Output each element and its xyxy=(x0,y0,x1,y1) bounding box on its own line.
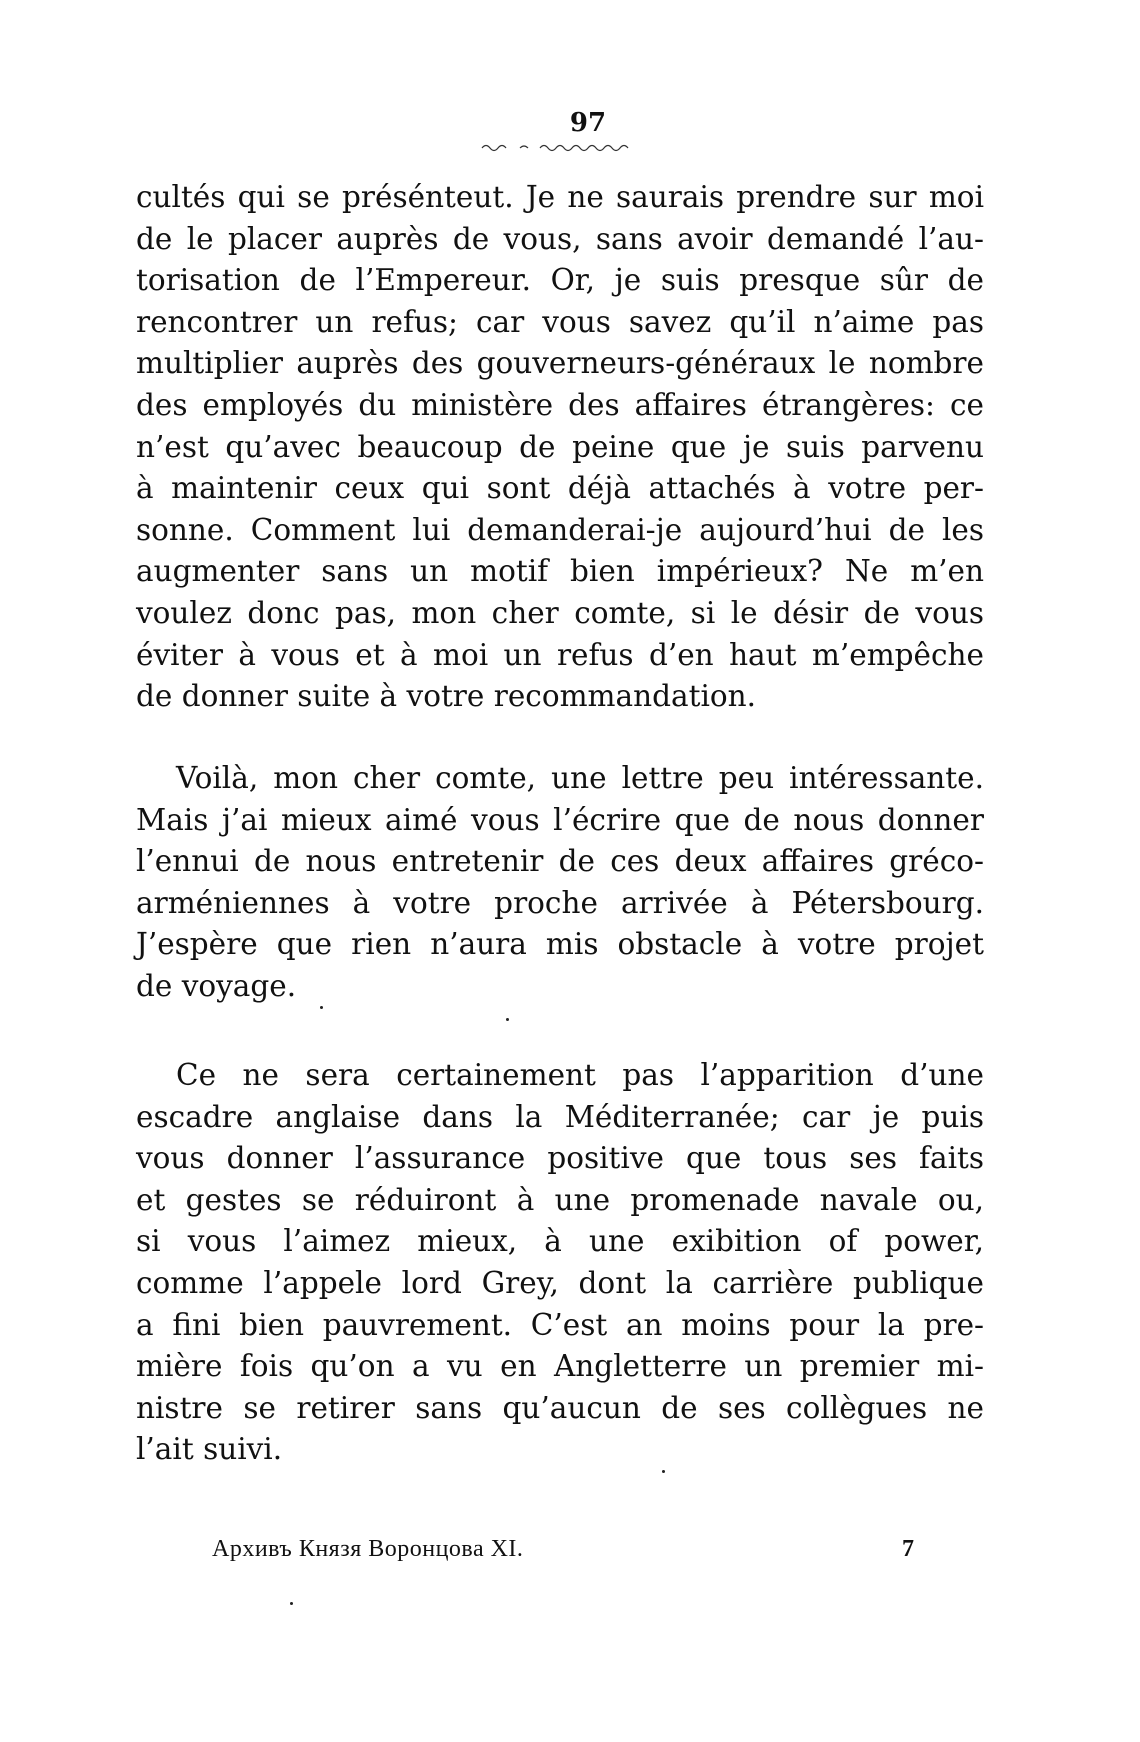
text-line: voulez donc pas, mon cher comte, si le désir de vous xyxy=(136,595,984,630)
print-speck xyxy=(320,1006,323,1009)
page-number: 97 xyxy=(569,108,607,138)
text-line: Voilà, mon cher comte, une lettre peu intéressante. xyxy=(176,761,984,795)
text-line: torisation de l’Empereur. Or, je suis presque sûr de xyxy=(136,263,984,298)
text-line: multiplier auprès des gouverneurs-généraux le nombre xyxy=(136,346,984,381)
text-line: éviter à vous et à moi un refus d’en haut m’empêche xyxy=(136,637,984,672)
footer-signature: Архивъ Князя Воронцова XI. xyxy=(212,1536,524,1562)
text-line: J’espère que rien n’aura mis obstacle à votre projet xyxy=(136,927,984,962)
text-line: a fini bien pauvrement. C’est an moins pour la pre- xyxy=(136,1307,984,1342)
text-line: de donner suite à votre recommandation. xyxy=(136,679,757,714)
text-line: si vous l’aimez mieux, à une exibition of power, xyxy=(136,1224,984,1259)
text-line: et gestes se réduiront à une promenade navale ou, xyxy=(136,1182,984,1217)
text-line: l’ait suivi. xyxy=(136,1432,283,1467)
print-speck xyxy=(662,1470,665,1473)
text-line: à maintenir ceux qui sont déjà attachés à votre per- xyxy=(136,471,984,506)
text-line: arméniennes à votre proche arrivée à Pétersbourg. xyxy=(136,885,984,920)
footer-sheet-number: 7 xyxy=(902,1536,914,1562)
text-line: l’ennui de nous entretenir de ces deux affaires gréco- xyxy=(136,844,984,879)
text-line: de le placer auprès de vous, sans avoir demandé l’au- xyxy=(136,221,984,256)
text-line: Mais j’ai mieux aimé vous l’écrire que de nous donner xyxy=(136,802,984,837)
print-speck xyxy=(506,1018,509,1021)
text-line: des employés du ministère des affaires étrangères: ce xyxy=(136,387,984,422)
text-line: n’est qu’avec beaucoup de peine que je suis parvenu xyxy=(136,429,984,464)
paragraph-2 xyxy=(136,758,984,1008)
paragraph-3 xyxy=(136,1055,984,1471)
text-line: augmenter sans un motif bien impérieux? Ne m’en xyxy=(136,554,984,589)
text-line: mière fois qu’on a vu en Angletterre un premier mi- xyxy=(136,1349,984,1384)
text-line: Ce ne sera certainement pas l’apparition d’une xyxy=(176,1058,984,1092)
text-line: cultés qui se présénteut. Je ne saurais prendre sur moi xyxy=(136,180,984,214)
text-line: escadre anglaise dans la Méditerranée; car je puis xyxy=(136,1099,984,1134)
text-line: nistre se retirer sans qu’aucun de ses collègues ne xyxy=(136,1390,984,1425)
text-line: vous donner l’assurance positive que tous ses faits xyxy=(136,1141,984,1176)
text-line: de voyage. xyxy=(136,968,297,1003)
text-line: sonne. Comment lui demanderai-je aujourd’hui de les xyxy=(136,512,984,547)
print-speck xyxy=(290,1602,293,1605)
paragraph-1 xyxy=(136,177,984,718)
ornament-rule xyxy=(480,142,630,152)
text-line: comme l’appele lord Grey, dont la carrière publique xyxy=(136,1265,984,1300)
text-line: rencontrer un refus; car vous savez qu’il n’aime pas xyxy=(136,304,984,339)
